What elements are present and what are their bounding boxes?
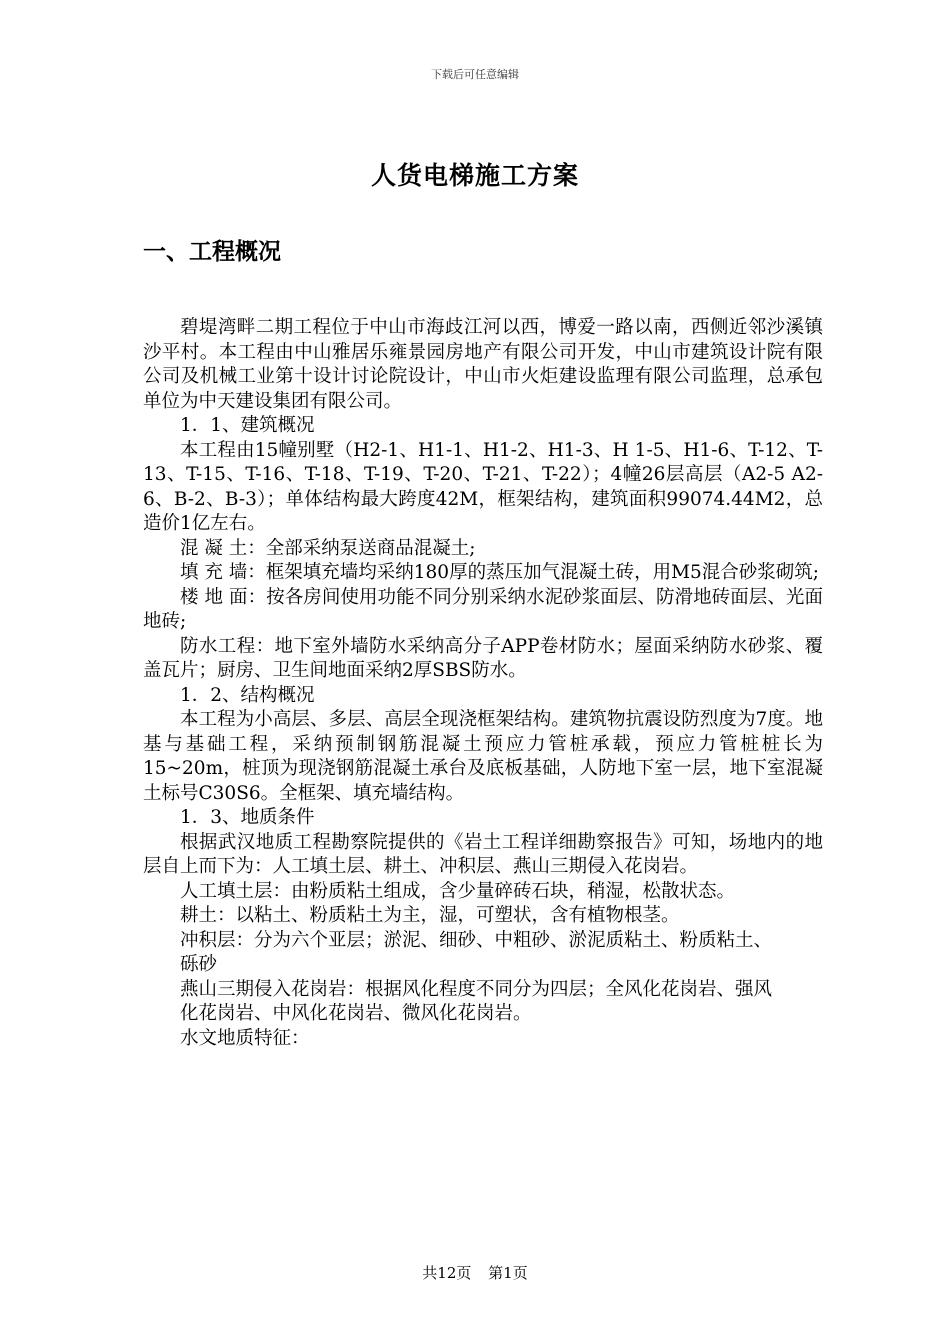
paragraph-waterproofing: 防水工程：地下室外墙防水采纳高分子APP卷材防水；屋面采纳防水砂浆、覆盖瓦片；厨房、卫生间地面采纳2厚SBS防水。 <box>143 635 823 681</box>
paragraph-granite-continued: 化花岗岩、中风化花岗岩、微风化花岗岩。 <box>180 1003 532 1024</box>
document-body <box>143 316 823 1051</box>
paragraph-project-overview: 碧堤湾畔二期工程位于中山市海歧江河以西，博爱一路以南，西侧近邻沙溪镇沙平村。本工程由中山雅居乐雍景园房地产有限公司开发，中山市建筑设计院有限公司及机械工业第十设计讨论院设计，中山市火炬建设监理有限公司监理，总承包单位为中天建设集团有限公司。 <box>143 317 823 412</box>
paragraph-alluvial-continued: 砾砂 <box>180 954 218 975</box>
total-pages: 共12页 <box>422 1264 472 1282</box>
paragraph-geology-report: 根据武汉地质工程勘察院提供的《岩土工程详细勘察报告》可知，场地内的地层自上而下为：人工填土层、耕土、冲积层、燕山三期侵入花岗岩。 <box>143 831 823 877</box>
subheading-structure-overview: 1．2、结构概况 <box>180 684 315 706</box>
paragraph-infill-wall: 填 充 墙：框架填充墙均采纳180厚的蒸压加气混凝土砖，用M5混合砂浆砌筑; <box>180 562 820 583</box>
section-heading: 一、工程概况 <box>143 239 281 265</box>
paragraph-fill-layer: 人工填土层：由粉质粘土组成，含少量碎砖石块，稍湿，松散状态。 <box>180 880 736 902</box>
paragraph-architecture: 本工程由15幢别墅（H2-1、H1-1、H1-2、H1-3、H 1-5、H1-6、T-12、T-13、T-15、T-16、T-18、T-19、T-20、T-21、T-22）；4幢26层高层（A2-5 A2-6、B-2、B-3）；单体结构最大跨度42M，框架结构，建筑面积99074.44M2，总造价1亿左右。 <box>143 439 823 534</box>
paragraph-concrete: 混 凝 土：全部采纳泵送商品混凝土; <box>180 537 476 559</box>
paragraph-granite: 燕山三期侵入花岗岩：根据风化程度不同分为四层；全风化花岗岩、强风 <box>180 978 773 1000</box>
subheading-architecture-overview: 1．1、建筑概况 <box>180 415 315 436</box>
page-header-note: 下载后可任意编辑 <box>431 68 519 81</box>
paragraph-alluvial-layer: 冲积层：分为六个亚层；淤泥、细砂、中粗砂、淤泥质粘土、粉质粘土、 <box>180 929 773 951</box>
page-footer <box>0 1262 950 1283</box>
paragraph-cultivated-soil: 耕土：以粘土、粉质粘土为主，湿，可塑状，含有植物根茎。 <box>180 905 680 926</box>
current-page: 第1页 <box>488 1264 528 1282</box>
paragraph-structure: 本工程为小高层、多层、高层全现浇框架结构。建筑物抗震设防烈度为7度。地基与基础工程，采纳预制钢筋混凝土预应力管桩承载，预应力管桩桩长为15~20m，桩顶为现浇钢筋混凝土承台及底板基础，人防地下室一层，地下室混凝土标号C30S6。全框架、填充墙结构。 <box>143 709 823 804</box>
subheading-geology: 1．3、地质条件 <box>180 807 315 828</box>
document-title: 人货电梯施工方案 <box>370 161 579 190</box>
paragraph-floor: 楼 地 面：按各房间使用功能不同分别采纳水泥砂浆面层、防滑地砖面层、光面地砖; <box>143 586 823 632</box>
paragraph-hydrogeology: 水文地质特征： <box>180 1027 310 1049</box>
